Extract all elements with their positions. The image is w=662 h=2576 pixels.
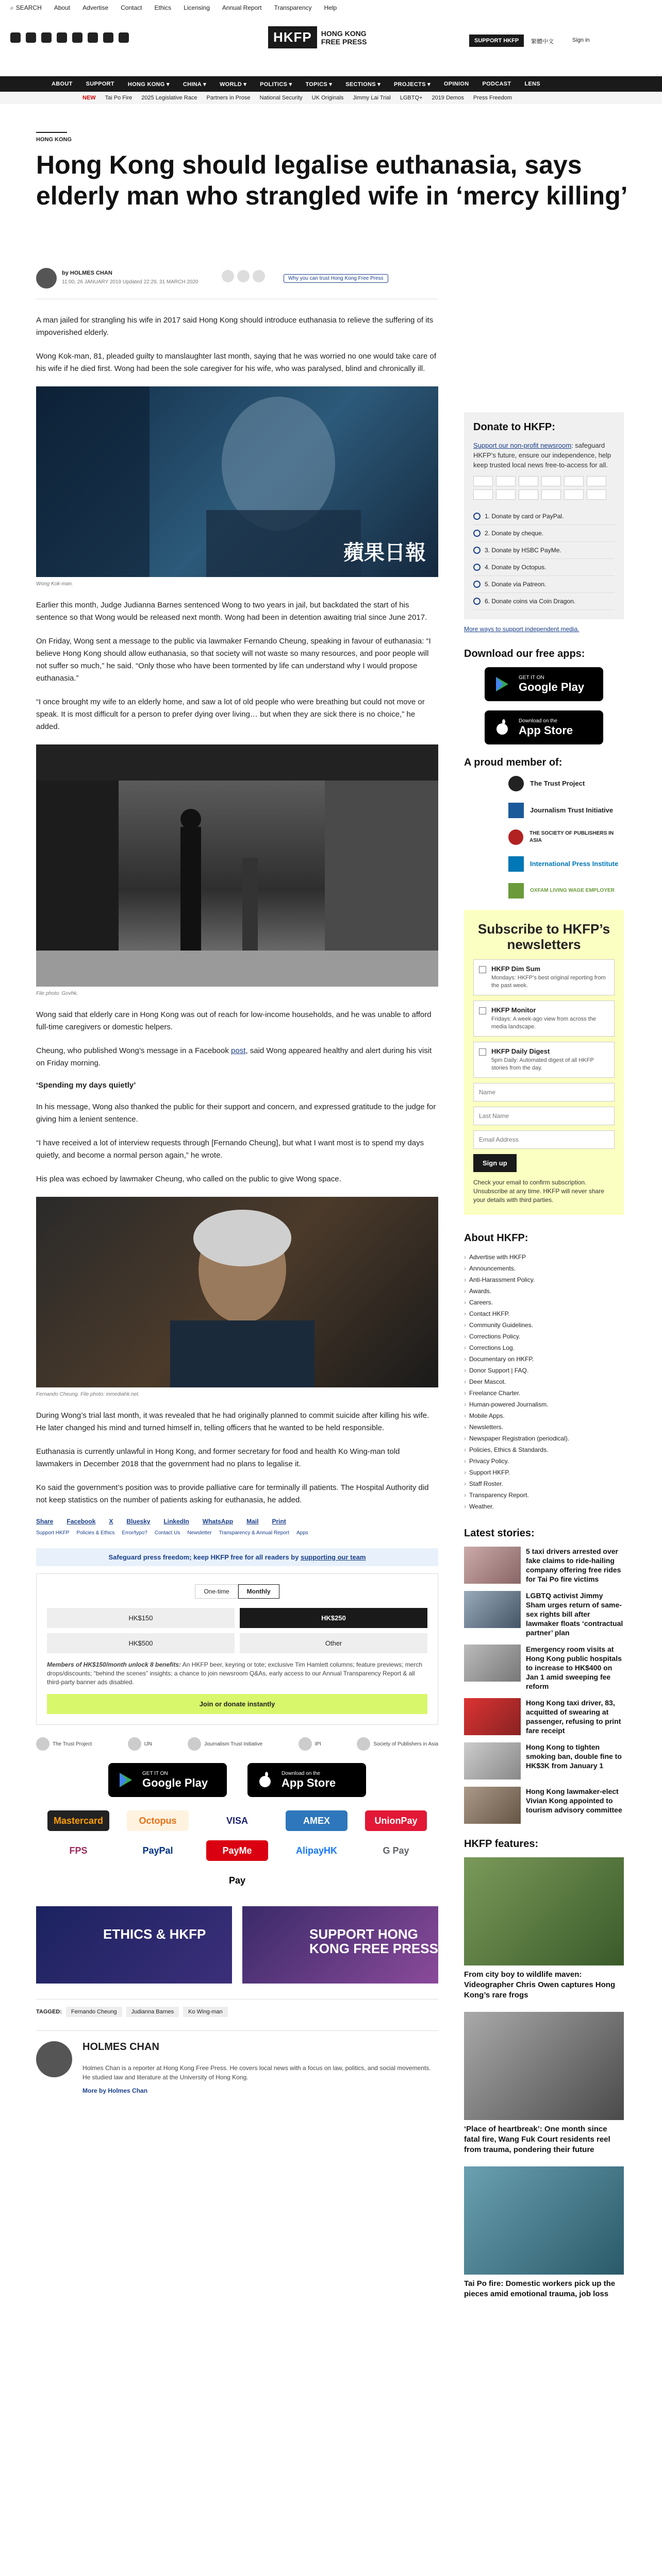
- author-avatar: [36, 268, 57, 289]
- sign-in-link[interactable]: Sign in: [572, 37, 590, 43]
- article-body: [36, 314, 438, 2106]
- apps-title: Download our free apps:: [464, 648, 585, 659]
- visa-icon: [473, 476, 493, 486]
- paragraph: His plea was echoed by lawmaker Cheung, who called on the public to give Wong space.: [36, 1175, 341, 1183]
- photo-caption: Wong Kok-man.: [36, 581, 73, 587]
- member-logo[interactable]: International Press Institute: [508, 856, 624, 872]
- trending-link[interactable]: UK Originals: [311, 95, 344, 101]
- new-label: NEW: [82, 95, 96, 101]
- right-sidebar: [464, 412, 624, 2311]
- coin-icon: [473, 598, 481, 605]
- about-link[interactable]: › Staff Roster.: [464, 1478, 624, 1489]
- patreon-icon: [473, 581, 481, 588]
- search-link[interactable]: ⌕ SEARCH: [10, 4, 42, 11]
- payment-logo: VISA: [226, 1815, 248, 1826]
- author-bio: Holmes Chan is a reporter at Hong Kong Free Press. He covers local news with a focus on law, politics, and social movements. He studied law and literature at the University of Hong Kong.: [82, 2064, 431, 2081]
- octopus-icon: [473, 489, 493, 500]
- payment-logo: Octopus: [127, 1810, 189, 1831]
- latest-story[interactable]: 5 taxi drivers arrested over fake claims to ride-hailing company offering free rides for Tai Po fire victims: [464, 1547, 624, 1584]
- about-link[interactable]: › Contact HKFP.: [464, 1308, 624, 1319]
- checkbox[interactable]: [479, 1007, 486, 1014]
- amount-options: [47, 1608, 427, 1653]
- story-thumbnail: [464, 1645, 521, 1682]
- newsletter-box: [464, 910, 624, 1215]
- amex-icon: [519, 476, 538, 486]
- ethics-link[interactable]: Ethics: [154, 4, 172, 11]
- article-footer-links: [36, 1530, 438, 1536]
- logo-mark: HKFP: [268, 26, 317, 48]
- paragraph: Cheung, who published Wong’s message in a Facebook post, said Wong appeared healthy and alert during his visit on Friday morning.: [36, 1046, 432, 1067]
- about-link[interactable]: › Newsletters.: [464, 1421, 624, 1433]
- about-link[interactable]: › Corrections Policy.: [464, 1331, 624, 1342]
- newsletter-footnote: Check your email to confirm subscription. Unsubscribe at any time. HKFP will never share your details with third parties.: [473, 1179, 604, 1204]
- feature-story[interactable]: From city boy to wildlife maven: Videographer Chris Owen captures Hong Kong’s rare frogs: [464, 1857, 624, 2001]
- youtube-icon[interactable]: [72, 32, 82, 43]
- article-category[interactable]: HONG KONG: [36, 137, 72, 143]
- social-icons: [10, 32, 129, 43]
- paragraph: On Friday, Wong sent a message to the public via lawmaker Fernando Cheung, speaking in favour of euthanasia: “I believe Hong Kong should allow euthanasia, so that society will not waste so many resources, and poor people will not suffer so much,” he said. “Only those who have been tormented by life can understand why I would propose euthanasia.”: [36, 637, 431, 683]
- payment-logo: AlipayHK: [295, 1845, 337, 1856]
- footer-link[interactable]: Support HKFP: [36, 1530, 70, 1536]
- partner-logos: [36, 1737, 438, 1751]
- trending-link[interactable]: Partners in Prose: [206, 95, 251, 101]
- donate-title: Donate to HKFP:: [473, 421, 555, 433]
- member-title: A proud member of:: [464, 757, 562, 768]
- cheque-icon: [473, 530, 481, 537]
- partner-logo: IJN: [128, 1737, 152, 1751]
- apple-icon: [494, 719, 510, 736]
- donate-method[interactable]: 1. Donate by card or PayPal.: [473, 508, 615, 525]
- top-bar: [0, 0, 662, 72]
- story-thumbnail: [464, 1547, 521, 1584]
- support-team-link[interactable]: supporting our team: [301, 1553, 366, 1561]
- checkbox[interactable]: [479, 966, 486, 973]
- tag[interactable]: Judianna Barnes: [126, 2007, 179, 2017]
- monthly-option[interactable]: Monthly: [238, 1584, 279, 1599]
- photo-caption: File photo: Govhk.: [36, 991, 78, 996]
- trending-bar: [0, 92, 662, 104]
- latest-story[interactable]: LGBTQ activist Jimmy Sham urges return of same-sex rights bill after lawmaker floats ‘contractual partner’ plan: [464, 1591, 624, 1637]
- help-link[interactable]: Help: [324, 4, 337, 11]
- feature-story[interactable]: Tai Po fire: Domestic workers pick up the pieces amid emotional trauma, job loss: [464, 2166, 624, 2299]
- facebook-post-link[interactable]: post: [231, 1046, 246, 1055]
- sign-up-button[interactable]: Sign up: [473, 1154, 517, 1172]
- tag[interactable]: Fernando Cheung: [66, 2007, 122, 2017]
- about-link[interactable]: › Corrections Log.: [464, 1342, 624, 1353]
- photo-caption: Fernando Cheung. File photo: inmediahk.net.: [36, 1392, 140, 1397]
- paragraph: During Wong’s trial last month, it was revealed that he had originally planned to commit suicide after killing his wife. He later changed his mind and turned himself in, telling officers that he wanted to be held responsible.: [36, 1411, 429, 1432]
- donate-method[interactable]: 6. Donate coins via Coin Dragon.: [473, 593, 615, 610]
- one-time-option[interactable]: One-time: [195, 1584, 238, 1599]
- donate-text: Support our non-profit newsroom: safeguard HKFP’s future, ensure our independence, help keep trusted local news free-to-access for all.: [473, 442, 611, 469]
- instagram-icon[interactable]: [41, 32, 52, 43]
- ipi-icon: [299, 1737, 312, 1751]
- about-link[interactable]: › Careers.: [464, 1297, 624, 1308]
- paragraph: “I have received a lot of interview requests through [Fernando Cheung], but what I want most is to spend my days quietly, and become a normal person again,” he wrote.: [36, 1139, 424, 1160]
- about-link[interactable]: › Privacy Policy.: [464, 1455, 624, 1467]
- donate-method[interactable]: 5. Donate via Patreon.: [473, 576, 615, 593]
- payment-logos: [36, 1810, 438, 1891]
- name-input[interactable]: Name: [473, 1083, 615, 1101]
- amount-option[interactable]: Other: [240, 1633, 427, 1653]
- paragraph: In his message, Wong also thanked the public for their support and concern, and expressed gratitude to the judge for giving him a lenient sentence.: [36, 1103, 436, 1124]
- octopus-icon: [473, 564, 481, 571]
- email-input[interactable]: Email Address: [473, 1130, 615, 1149]
- about-link[interactable]: › Policies, Ethics & Standards.: [464, 1444, 624, 1455]
- share-link[interactable]: Print: [272, 1518, 286, 1525]
- photo-fernando-cheung: [36, 1197, 438, 1387]
- donate-box: [464, 412, 624, 619]
- language-switch[interactable]: 繁體中文: [531, 39, 554, 45]
- nav-item[interactable]: HONG KONG ▾: [127, 81, 170, 88]
- jti-icon: [508, 803, 524, 818]
- licensing-link[interactable]: Licensing: [184, 4, 210, 11]
- footer-link[interactable]: Contact Us: [154, 1530, 180, 1536]
- join-donate-button[interactable]: Join or donate instantly: [47, 1694, 427, 1714]
- frequency-toggle: [47, 1584, 427, 1599]
- utility-links: [0, 0, 662, 15]
- nav-item[interactable]: LENS: [524, 81, 540, 87]
- about-link[interactable]: About: [54, 4, 71, 11]
- newsletter-option[interactable]: HKFP Dim Sum Mondays: HKFP’s best original reporting from the past week.: [473, 959, 615, 995]
- partner-logo: Journalism Trust Initiative: [188, 1737, 262, 1751]
- nav-item[interactable]: POLITICS ▾: [260, 81, 292, 88]
- trending-link[interactable]: Jimmy Lai Trial: [353, 95, 391, 101]
- app-store-button[interactable]: Download on the App Store: [247, 1763, 366, 1797]
- about-link[interactable]: › Announcements.: [464, 1263, 624, 1274]
- donate-method[interactable]: 4. Donate by Octopus.: [473, 559, 615, 576]
- story-thumbnail: [464, 1787, 521, 1824]
- about-link[interactable]: › Community Guidelines.: [464, 1319, 624, 1331]
- nav-item[interactable]: PODCAST: [482, 81, 511, 87]
- footer-link[interactable]: Policies & Ethics: [76, 1530, 115, 1536]
- paypal-icon: [564, 476, 584, 486]
- subheading: ‘Spending my days quietly’: [36, 1081, 136, 1090]
- share-links: [36, 1518, 438, 1525]
- about-list: [464, 1251, 624, 1512]
- photo-watermark: 蘋果日報: [343, 541, 426, 564]
- mastercard-icon: [496, 476, 516, 486]
- nav-item[interactable]: TOPICS ▾: [305, 81, 333, 88]
- about-link[interactable]: › Anti-Harassment Policy.: [464, 1274, 624, 1285]
- more-ways-link[interactable]: More ways to support independent media.: [464, 625, 580, 633]
- footer-link[interactable]: Newsletter: [187, 1530, 212, 1536]
- search-icon: ⌕: [10, 4, 14, 11]
- alipay-icon: [519, 489, 538, 500]
- sopa-icon: [508, 829, 523, 845]
- share-facebook-icon[interactable]: [222, 270, 234, 282]
- about-link[interactable]: › Donor Support | FAQ.: [464, 1365, 624, 1376]
- promo-banners: [36, 1906, 438, 1984]
- share-link[interactable]: WhatsApp: [202, 1518, 234, 1525]
- latest-story[interactable]: Hong Kong lawmaker-elect Vivian Kong appointed to tourism advisory committee: [464, 1787, 624, 1824]
- footer-link[interactable]: Apps: [296, 1530, 308, 1536]
- nav-item[interactable]: WORLD ▾: [219, 81, 247, 88]
- site-logo[interactable]: [268, 26, 367, 48]
- photo-illustration: [36, 1197, 438, 1387]
- tag[interactable]: Ko Wing-man: [183, 2007, 228, 2017]
- trending-link[interactable]: LGBTQ+: [400, 95, 423, 101]
- payment-logo: PayMe: [206, 1840, 268, 1861]
- newsletter-option[interactable]: HKFP Monitor Fridays: A week-ago view from across the media landscape.: [473, 1001, 615, 1037]
- support-promo[interactable]: SUPPORT HONG KONG FREE PRESS: [242, 1906, 438, 1984]
- share-icons: [222, 270, 265, 282]
- about-link[interactable]: › Deer Mascot.: [464, 1376, 624, 1387]
- nav-item[interactable]: SECTIONS ▾: [345, 81, 381, 88]
- about-link[interactable]: › Support HKFP.: [464, 1467, 624, 1478]
- google-play-icon: [118, 1772, 134, 1788]
- logo-text: HONG KONG FREE PRESS: [321, 29, 367, 46]
- share-link[interactable]: LinkedIn: [163, 1518, 189, 1525]
- payment-logo: PayPal: [142, 1845, 173, 1856]
- about-link[interactable]: › Weather.: [464, 1501, 624, 1512]
- member-logo[interactable]: Journalism Trust Initiative: [508, 803, 624, 818]
- amount-option-selected[interactable]: HK$250: [240, 1608, 427, 1628]
- latest-title: Latest stories:: [464, 1528, 535, 1539]
- about-title: About HKFP:: [464, 1232, 528, 1244]
- paragraph: “I once brought my wife to an elderly home, and saw a lot of old people who were breathing but could not move or speak. It is most difficult for a person to prefer dying over living… but when they are sick there is no choice,” he added.: [36, 698, 425, 731]
- membership-note: Members of HK$150/month unlock 8 benefits: An HKFP beer, keyring or tote; exclusive Tim Hamlett columns; feature previews; merch drops/discounts; “behind the scenes” insights; a chance to join newsroom Q&As, early access to our Annual Transparency Report & all third-party banner ads disabled.: [47, 1661, 423, 1686]
- patreon-icon: [587, 489, 606, 500]
- kicker-rule: [36, 132, 67, 133]
- author-name[interactable]: by HOLMES CHAN: [62, 270, 112, 276]
- donate-method[interactable]: 3. Donate by HSBC PayMe.: [473, 542, 615, 559]
- donate-method[interactable]: 2. Donate by cheque.: [473, 525, 615, 542]
- fps-icon: [496, 489, 516, 500]
- masthead: [0, 23, 662, 54]
- applepay-icon: [564, 489, 584, 500]
- jti-icon: [188, 1737, 201, 1751]
- trending-link[interactable]: Tai Po Fire: [105, 95, 133, 101]
- payment-logo: Mastercard: [47, 1810, 109, 1831]
- publish-dates: 11:00, 26 JANUARY 2019 Updated 22:29, 31 MARCH 2020: [62, 279, 198, 285]
- advertise-link[interactable]: Advertise: [82, 4, 109, 11]
- payment-logo: G Pay: [383, 1845, 409, 1856]
- latest-story[interactable]: Emergency room visits at Hong Kong public hospitals to increase to HK$400 on Jan 1 amid sweeping fee reform: [464, 1645, 624, 1691]
- trending-link[interactable]: 2025 Legislative Race: [141, 95, 197, 101]
- partner-logo: IPI: [299, 1737, 321, 1751]
- footer-link[interactable]: Error/typo?: [122, 1530, 147, 1536]
- member-logo[interactable]: THE SOCIETY OF PUBLISHERS IN ASIA: [508, 829, 624, 845]
- payment-logo: AMEX: [286, 1810, 347, 1831]
- about-link[interactable]: › Advertise with HKFP: [464, 1251, 624, 1263]
- apple-icon: [257, 1772, 273, 1788]
- feature-image: [464, 2166, 624, 2275]
- about-link[interactable]: › Mobile Apps.: [464, 1410, 624, 1421]
- x-icon[interactable]: [10, 32, 21, 43]
- contact-link[interactable]: Contact: [121, 4, 142, 11]
- nav-item[interactable]: PROJECTS ▾: [394, 81, 431, 88]
- payme-icon: [473, 547, 481, 554]
- share-x-icon[interactable]: [237, 270, 250, 282]
- payment-logo: FPS: [69, 1845, 88, 1856]
- tags-label: TAGGED:: [36, 2009, 62, 2015]
- google-play-icon: [494, 676, 510, 692]
- author-box: [36, 2030, 438, 2106]
- nav-item[interactable]: SUPPORT: [86, 81, 114, 87]
- paragraph: Wong said that elderly care in Hong Kong was out of reach for low-income households, and he was unable to afford full-time caregivers or domestic helpers.: [36, 1010, 432, 1031]
- nav-item[interactable]: OPINION: [443, 81, 469, 87]
- amount-option[interactable]: HK$500: [47, 1633, 235, 1653]
- story-thumbnail: [464, 1742, 521, 1780]
- email-icon[interactable]: [119, 32, 129, 43]
- threads-icon[interactable]: [57, 32, 67, 43]
- unionpay-icon: [541, 476, 561, 486]
- latest-story[interactable]: Hong Kong taxi driver, 83, acquitted of swearing at passenger, refusing to print fare receipt: [464, 1698, 624, 1735]
- byline: [36, 268, 629, 289]
- payment-logo: UnionPay: [365, 1810, 427, 1831]
- partner-logo: The Trust Project: [36, 1737, 92, 1751]
- nav-item[interactable]: CHINA ▾: [183, 81, 206, 88]
- features-title: HKFP features:: [464, 1838, 539, 1850]
- share-link-icon[interactable]: [253, 270, 265, 282]
- ethics-promo[interactable]: ETHICS & HKFP: [36, 1906, 232, 1984]
- article-headline: Hong Kong should legalise euthanasia, says elderly man who strangled wife in ‘mercy killing’: [36, 150, 628, 210]
- nav-item[interactable]: ABOUT: [52, 81, 73, 87]
- author-box-name[interactable]: HOLMES CHAN: [82, 2041, 159, 2053]
- support-banner: Safeguard press freedom; keep HKFP free for all readers by supporting our team: [36, 1548, 438, 1566]
- share-link[interactable]: X: [109, 1518, 113, 1525]
- photo-elderly-street: [36, 744, 438, 987]
- sopa-icon: [357, 1737, 370, 1751]
- newsletter-option[interactable]: HKFP Daily Digest 5pm Daily: Automated digest of all HKFP stories from the day.: [473, 1042, 615, 1078]
- about-link[interactable]: › Freelance Charter.: [464, 1387, 624, 1399]
- share-link[interactable]: Bluesky: [126, 1518, 151, 1525]
- payment-logo: Pay: [228, 1875, 246, 1886]
- about-link[interactable]: › Transparency Report.: [464, 1489, 624, 1501]
- trending-link[interactable]: National Security: [259, 95, 303, 101]
- oxfam-icon: [508, 883, 524, 899]
- paragraph: Earlier this month, Judge Judianna Barnes sentenced Wong to two years in jail, but backdated the start of his sentence so that Wong would be released next month. Wong had been in detention awaiting trial since June 2017.: [36, 601, 427, 622]
- google-play-button[interactable]: GET IT ON Google Play: [108, 1763, 227, 1797]
- author-avatar: [36, 2041, 72, 2077]
- share-link[interactable]: Facebook: [67, 1518, 96, 1525]
- article-tags: [36, 1999, 438, 2017]
- member-logo[interactable]: OXFAM LIVING WAGE EMPLOYER: [508, 883, 624, 899]
- more-by-author-link[interactable]: More by Holmes Chan: [82, 2087, 148, 2094]
- checkbox[interactable]: [479, 1048, 486, 1056]
- annual-report-link[interactable]: Annual Report: [222, 4, 262, 11]
- share-link[interactable]: Share: [36, 1518, 54, 1525]
- story-thumbnail: [464, 1591, 521, 1628]
- facebook-icon[interactable]: [26, 32, 36, 43]
- footer-link[interactable]: Transparency & Annual Report: [219, 1530, 289, 1536]
- about-link[interactable]: › Newspaper Registration (periodical).: [464, 1433, 624, 1444]
- latest-story[interactable]: Hong Kong to tighten smoking ban, double fine to HK$3K from January 1: [464, 1742, 624, 1780]
- story-thumbnail: [464, 1698, 521, 1735]
- trending-link[interactable]: 2019 Demos: [432, 95, 464, 101]
- non-profit-link[interactable]: Support our non-profit newsroom: [473, 442, 572, 449]
- paragraph: A man jailed for strangling his wife in 2017 said Hong Kong should introduce euthanasia to relieve the suffering of its impoverished elderly.: [36, 316, 434, 337]
- share-link[interactable]: Mail: [246, 1518, 259, 1525]
- trust-link[interactable]: Why you can trust Hong Kong Free Press: [284, 274, 388, 283]
- google-play-button[interactable]: GET IT ON Google Play: [485, 667, 603, 701]
- last-name-input[interactable]: Last Name: [473, 1107, 615, 1125]
- trust-project-icon: [508, 776, 524, 791]
- paragraph: Ko said the government’s position was to provide palliative care for terminally ill patients. The Hospital Authority did not keep statistics on the number of patients asking for euthanasia, he added.: [36, 1483, 429, 1504]
- app-store-button[interactable]: Download on the App Store: [485, 710, 603, 744]
- transparency-link[interactable]: Transparency: [274, 4, 312, 11]
- about-link[interactable]: › Awards.: [464, 1285, 624, 1297]
- payme-icon: [587, 476, 606, 486]
- app-store-buttons: [36, 1763, 438, 1797]
- card-icon: [473, 513, 481, 520]
- telegram-icon[interactable]: [103, 32, 113, 43]
- feature-image: [464, 1857, 624, 1965]
- bluesky-icon[interactable]: [88, 32, 98, 43]
- donation-widget: [36, 1573, 438, 1725]
- trending-link[interactable]: Press Freedom: [473, 95, 512, 101]
- ipi-icon: [508, 856, 524, 872]
- main-nav: [0, 76, 662, 92]
- gpay-icon: [541, 489, 561, 500]
- feature-image: [464, 2012, 624, 2120]
- photo-wong-kok-man: [36, 386, 438, 577]
- member-logo[interactable]: The Trust Project: [508, 776, 624, 791]
- paragraph: Wong Kok-man, 81, pleaded guilty to manslaughter last month, saying that he was worried no one would take care of his wife if he died first. Wong had been the sole caregiver for his wife, who was paralysed, blind and chronically ill.: [36, 352, 437, 373]
- support-hkfp-button[interactable]: SUPPORT HKFP: [469, 35, 524, 47]
- trust-project-icon: [36, 1737, 49, 1751]
- photo-illustration: [36, 744, 438, 987]
- payment-card-icons: [473, 476, 615, 500]
- partner-logo: Society of Publishers in Asia: [357, 1737, 438, 1751]
- about-link[interactable]: › Documentary on HKFP.: [464, 1353, 624, 1365]
- feature-story[interactable]: ‘Place of heartbreak’: One month since fatal fire, Wang Fuk Court residents reel from trauma, pondering their future: [464, 2012, 624, 2155]
- about-link[interactable]: › Human-powered Journalism.: [464, 1399, 624, 1410]
- ijn-icon: [128, 1737, 141, 1751]
- paragraph: Euthanasia is currently unlawful in Hong Kong, and former secretary for food and health Ko Wing-man told lawmakers in December 2018 that the government had no plans to legalise it.: [36, 1447, 400, 1468]
- amount-option[interactable]: HK$150: [47, 1608, 235, 1628]
- author-info: [82, 2041, 438, 2095]
- newsletter-title: Subscribe to HKFP’s newsletters: [477, 921, 610, 952]
